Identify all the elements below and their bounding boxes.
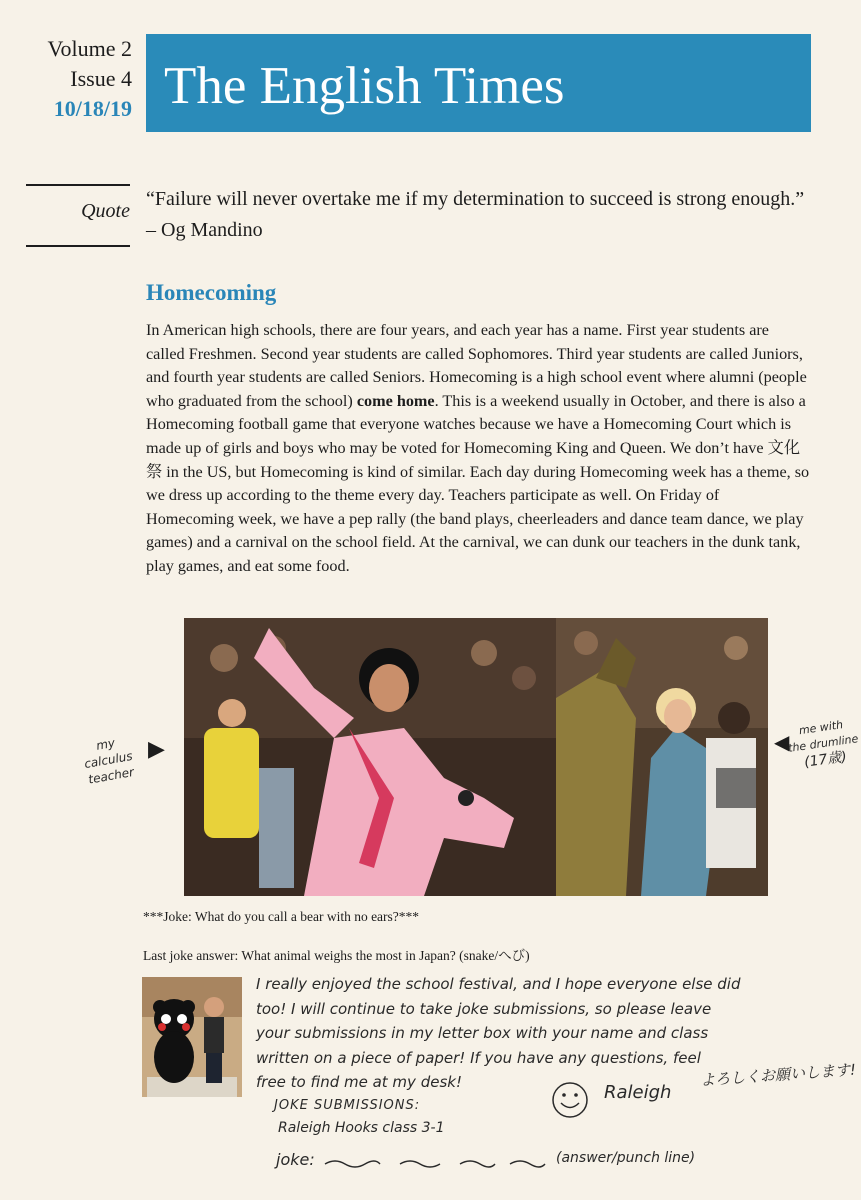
teacher-photo	[184, 618, 556, 896]
arrow-right-icon: ▶	[148, 736, 165, 761]
issue-label: Issue 4	[70, 66, 132, 91]
submission-example: Raleigh Hooks class 3-1	[278, 1120, 445, 1136]
drumline-annotation-line2: the drumline	[787, 732, 860, 755]
issue-info	[20, 34, 132, 124]
drumline-annotation-line3: (17歳)	[803, 748, 848, 771]
submission-answer-label: (answer/punch line)	[556, 1150, 696, 1166]
submission-joke-label: joke:	[276, 1150, 315, 1169]
drumline-annotation	[785, 715, 861, 772]
last-joke-answer: Last joke answer: What animal weighs the most in Japan? (snake/へび)	[143, 948, 530, 963]
quote-rule-bottom	[26, 245, 130, 247]
smiley-icon	[550, 1080, 590, 1125]
teacher-annotation-line2: calculus	[83, 748, 134, 772]
article-text-bold: come home	[356, 391, 435, 410]
squiggle-lines	[320, 1152, 550, 1177]
letter-line3: your submissions in my letter box with your name and class	[256, 1024, 709, 1042]
drumline-photo	[556, 618, 768, 896]
letter-closing: よろしくお願いします!	[699, 1060, 857, 1090]
article-text-part1: In American high schools, there are four years, and each year has a name. First year students are called Freshmen. Second year students are called Sophomores. Third year students are called Juniors, and fourth year students are called Seniors. Homecoming is a high school event where alumni (people who graduated from the school)	[146, 321, 807, 410]
kumamon-photo	[142, 977, 242, 1097]
letter-line4: written on a piece of paper! If you have any questions, feel	[256, 1048, 701, 1067]
joke-question: ***Joke: What do you call a bear with no ears?***	[143, 909, 420, 924]
teacher-annotation-line1: my	[95, 735, 117, 753]
quote-label: Quote	[81, 200, 130, 222]
article-title: Homecoming	[146, 280, 277, 305]
quote-text: “Failure will never overtake me if my determination to succeed is strong enough.” – Og Mandino	[146, 188, 805, 241]
teacher-annotation-line3: teacher	[87, 764, 135, 787]
drumline-annotation-line1: me with	[798, 718, 844, 738]
quote-rule-top	[26, 184, 130, 186]
signature: Raleigh	[604, 1082, 672, 1103]
volume-label: Volume 2	[47, 36, 132, 61]
newsletter-title: The English Times	[164, 57, 565, 115]
letter-line5: free to find me at my desk!	[256, 1073, 462, 1091]
letter-line1: I really enjoyed the school festival, and I hope everyone else did	[256, 975, 741, 993]
letter-line2: too! I will continue to take joke submissions, so please leave	[256, 999, 712, 1018]
teacher-annotation	[80, 732, 136, 788]
submission-heading: JOKE SUBMISSIONS:	[274, 1098, 421, 1113]
article-text-part2: . This is a weekend usually in October, and there is also a Homecoming football game that everyone watches because we have a Homecoming Court which is made up of girls and boys who may be voted for Homecoming King and Queen. We don’t have 文化祭 in the US, but Homecoming is kind of similar. Each day during Homecoming week has a theme, so we dress up according to the theme every day. Teachers participate as well. On Friday of Homecoming week, we have a pep rally (the band plays, cheerleaders and dance team dance, we play games) and a carnival on the school field. At the carnival, we can dunk our teachers in the dunk tank, play games, and eat some food.	[146, 391, 810, 575]
article-body	[146, 319, 810, 579]
issue-date: 10/18/19	[53, 96, 132, 121]
arrow-left-icon: ◀	[774, 732, 790, 754]
